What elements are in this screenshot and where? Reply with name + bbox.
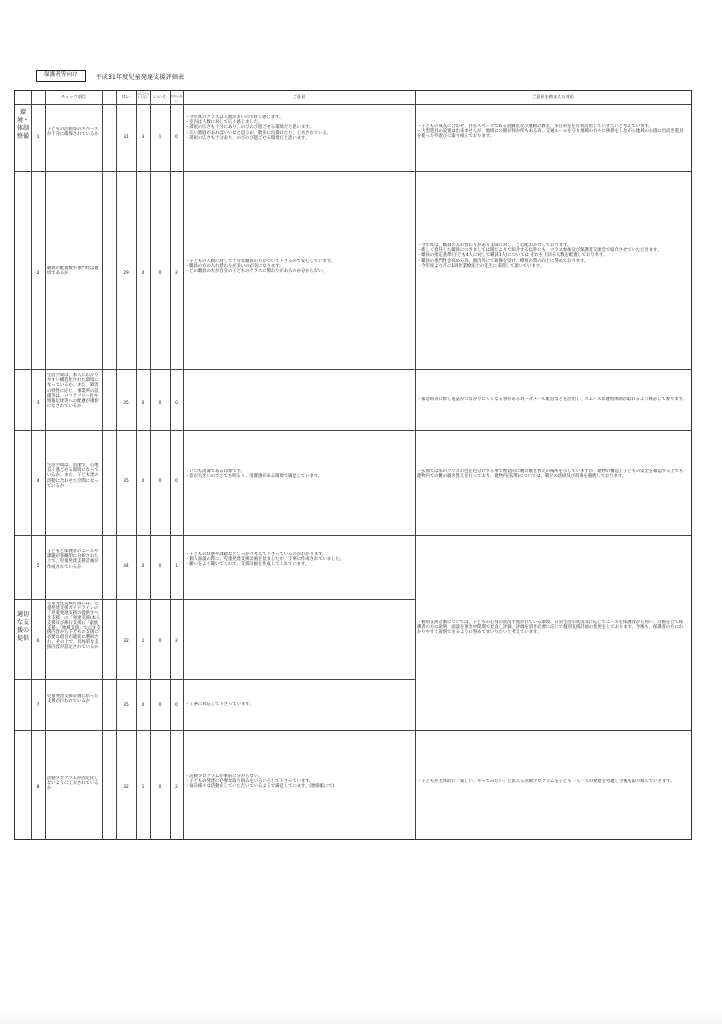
row-number: 6 [36,639,40,644]
no-count: 0 [158,785,162,790]
row-number: 1 [36,135,40,140]
col-header-unknown: わからない [170,94,183,103]
response-text: ・緊急時等に際し電話がつながりにくくなる事がある為一斉メール配信などを活用し、スムーズな連絡体制が取れるよう検討して参ります。 [417,397,687,402]
neither-count: 0 [141,401,145,406]
row-rule [15,535,691,536]
response-text: ・子どもの成長に合わせ、共有スペースである遊戯室及び運動の教室、多目的室を有効活用していきたいと考えています。 ・大型遊具の設置は出来ませんが、地域に公園が何か所もある為、交通ルールを守り地域の方々に挨拶をしながら地域の公園に出向き遊具を使った外遊びに取り組んでおります。 [417,124,684,140]
check-item: 子どもの活動等のスペースが十分に確保されているか [47,127,99,138]
col-header-neither: どちらとも いえない [136,93,150,99]
no-count: 0 [158,479,162,484]
yes-count: 35 [123,703,129,708]
neither-count: 1 [141,785,145,790]
yes-count: 34 [123,564,129,569]
response-text: ・今年度は、職員の入れ替わりがあり支障に対し、ご心配おかけしております。 ・新しく着任した職員につきましては園だよりで紹介する以外にも、クラス参加及び保護者交流会で紹介させていただきます。 ・職員の指定基準(子ども4人に対して職員1人)については それを上回る人数を配置しております。 ・職員の専門性を高める為、園内外にて研修を受け、療育の質の向上に努めております。 ・今年度より月に1回作業療法士の先生に来園して頂いています。 [417,243,662,269]
document-title: 平成31年度児童発達支援評価表 [95,73,185,81]
neither-count: 3 [141,135,145,140]
row-rule [15,679,415,680]
row-number: 8 [36,785,40,790]
document-header [36,66,184,86]
evaluation-table [14,90,692,840]
col-header-opinion: ご意見 [292,94,306,99]
col-divider [136,91,137,839]
yes-count: 31 [123,135,129,140]
col-divider [415,91,416,839]
row-number: 5 [36,564,40,569]
unknown-count: 2 [175,271,178,276]
col-divider [116,91,117,839]
opinion-text: ・子どもの状態や課題などしっかり考えて下さっているのがわかります。 ・個人面談の際に、児童発達支援計画を見ましたが、丁寧に作成されていました。 ・願いをよく聞いてくれて、支援計画を作成してくれています。 [185,552,344,568]
no-count: 0 [158,564,162,569]
neither-count: 0 [141,564,145,569]
unknown-count: 2 [175,785,178,790]
no-count: 0 [158,639,162,644]
response-text: ・子どもが主体的に「楽しい、やってみたい」と思える活動プログラムを子ども一人一人の発達を考慮し今後も取り組んでいきます。 [417,779,675,784]
col-divider [170,91,171,839]
unknown-count: 0 [175,401,178,406]
no-count: 0 [158,271,162,276]
opinion-text: ・いつも清潔である印象です。 ・窓が大きいのでとても明るく、清潔感がある環境で満足しています。 [185,469,323,480]
opinion-text: ・今年度のクラスは人数が多いので狭く感じます。 ・室内は人数に対して広く感じました。 ・部屋の広さも十分にあり、のびのび過ごせる環境だと思います。 ・広い園庭があればいいなと思うが、散歩に出掛けたり、工夫されている。 ・部屋の広さも十分あり、のびのび過ごせる環境だと思います。 [185,115,332,141]
scan-edge [0,1008,722,1024]
no-count: 1 [158,135,162,140]
col-header-item: チェック項目 [61,94,86,99]
neither-count: 0 [141,703,145,708]
row-rule [15,599,415,600]
opinion-text: ・活動プログラムが事前に分からない。 ・子どもの発達に必要な取り組みをいろいろして下さっています。 ・毎日様々な活動をしていただいているようで満足しています。(連絡帳にて) [185,774,335,790]
check-item: 児童発達支援計画には、児童発達支援ガイドラインの「児童発達支援の提供すべき支援」の「発達支援(本人支援及び移行支援)」「家族支援」「地域支援」で示す支援内容から子どもの支援に必要な項目が適切に選択され、その上で、具体的な支援内容が設定されているか [47,602,101,651]
yes-count: 35 [123,479,129,484]
row-rule [15,171,691,172]
check-item: 活動プログラムが固定化しないように工夫されているか [47,776,99,792]
unknown-count: 0 [175,479,178,484]
yes-count: 35 [123,401,129,406]
no-count: 0 [158,401,162,406]
col-divider [150,91,151,839]
check-item: 生活空間は、清潔で、心地良く過ごせる環境になっているか。また、子ども達の活動に合わせた空間になっているか [47,463,99,489]
check-item: 職員の配置数や専門性は適切であるか [47,266,99,277]
response-text: ・個別支援計画については、子どもの心身の状況や置かれている環境、日常生活の状況等に応じてニーズを保護者から伺い、計画を立て保護者の方に説明、面談を頂き中間期で見直し評価、評価を頂き必要に応じて個別支援計画の変更をしております。今後も、保護者の方にわかりやすく説明できるように努めてまいりたいと考えています。 [417,620,684,636]
unknown-count: 2 [175,639,178,644]
row-rule [15,730,691,731]
row-number: 4 [36,479,40,484]
row-number: 3 [36,401,40,406]
neither-count: 1 [141,639,145,644]
col-header-yes: はい [121,94,131,99]
unknown-count: 0 [175,703,178,708]
opinion-text: ・子どもの人数に対して十分な職員の方がついて下さるので安心しています。 ・職員の方の入れ替わりが多いのが気になります。 ・どの職員の方が自分の子どものクラスに関わりがあるのか分からない。 [185,259,336,275]
row-rule [15,369,691,370]
check-item: 児童発達支援計画に沿った支援が行われているか [47,694,99,705]
col-divider [31,91,32,839]
yes-count: 29 [123,271,129,276]
response-text: ・玄関では床のクラスの色を色分けする事で視覚的に靴の履き替えの場所を示していますが、建物の構造上子どもの安全を確認する上でも建物内での靴の履き替えを行っており、建物内(玄関)については、朝夕の清掃及び消毒を徹底しております。 [417,469,684,480]
check-item: 子どもと保護者のニーズや課題が客観的に分析された上で、児童発達支援計画が作成されているか [47,549,99,570]
row-rule [15,430,691,431]
category-environment: 環境・体制整備 [16,109,29,140]
col-header-no: いいえ [153,94,167,99]
unknown-count: 1 [175,564,178,569]
unknown-count: 0 [175,135,178,140]
yes-count: 32 [123,785,129,790]
col-divider [102,91,103,839]
row-number: 2 [36,271,40,276]
col-header-response: ご意見を踏まえた対応 [532,94,574,99]
col-divider [183,91,184,839]
opinion-text: ・丁寧に対応して下さっています。 [185,702,254,707]
no-count: 0 [158,703,162,708]
yes-count: 32 [123,639,129,644]
row-number: 7 [36,703,40,708]
col-divider [45,91,46,839]
header-rule [15,104,691,105]
check-item: 生活空間は、本人にわかりやすい構造化された環境になっているか。また、障害の特性に応じ、事業所の設備等は、バリアフリー化や情報伝達等への配慮が適切になされているか [47,373,99,410]
neither-count: 0 [141,479,145,484]
neither-count: 4 [141,271,145,276]
audience-badge: 保護者等向け [36,70,86,82]
category-support: 適切な支援の提供 [16,611,29,642]
